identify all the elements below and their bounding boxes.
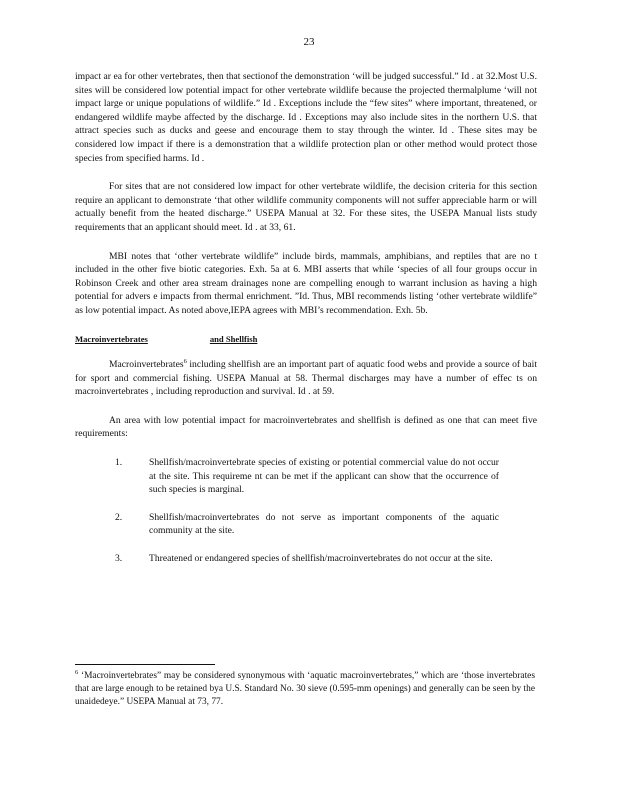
requirement-text: Shellfish/macroinvertebrates do not serve as important components of the aquatic community at the site. <box>149 511 499 537</box>
footnote-marker: 6 <box>75 668 79 676</box>
footnote <box>75 670 535 710</box>
page-number: 23 <box>303 36 315 48</box>
heading-right: and Shellfish <box>209 333 258 344</box>
paragraph-non-low-impact-sites: For sites that are not considered low impact for other vertebrate wildlife, the decision criteria for this section require an applicant to demonstrate ‘that other wildlife community components will not suffer appreciable harm or will actually benefit from the heated discharge.” USEPA Manual at 32. For these sites, the USEPA Manual lists study requirements that an applicant should meet. Id . at 33, 61. <box>75 181 537 233</box>
paragraph-macroinvertebrates-intro <box>75 358 537 399</box>
footnote-reference[interactable]: 6 <box>183 357 187 365</box>
requirement-number: 2. <box>115 511 123 523</box>
document-body <box>75 70 537 580</box>
requirement-item <box>75 456 537 497</box>
paragraph-low-impact-criteria: An area with low potential impact for macroinvertebrates and shellfish is defined as one that can meet five requirements: <box>75 414 537 440</box>
heading-left: Macroinvertebrates <box>75 333 148 344</box>
footnote-text: ‘Macroinvertebrates” may be considered synonymous with ‘aquatic macroinvertebrates,” which are ‘those invertebrates that are large enough to be retained bya U.S. Standard No. 30 sieve (0.595-mm openings) and generally can be seen by the unaidedeye.” USEPA Manual at 73, 77. <box>75 671 535 708</box>
macro-intro-text: including shellfish are an important part of aquatic food webs and provide a source of bait for sport and commercial fishing. USEPA Manual at 58. Thermal discharges may have a number of effec ts on macroinvertebrates , including reproduction and survival. Id . at 59. <box>75 359 537 398</box>
requirement-number: 3. <box>115 553 123 565</box>
requirement-item <box>75 511 537 538</box>
requirement-text: Threatened or endangered species of shellfish/macroinvertebrates do not occur at the site. <box>149 553 493 565</box>
paragraph-mbi-other-vertebrates: MBI notes that ‘other vertebrate wildlife” include birds, mammals, amphibians, and reptiles that are no t included in the other five biotic categories. Exh. 5a at 6. MBI asserts that while ‘species of all four groups occur in Robinson Creek and other area stream drainages none are compelling enough to warrant inclusion as having a high potential for advers e impacts from thermal enrichment. ”Id. Thus, MBI recommends listing ‘other vertebrate wildlife” as low potential impact. As noted above,IEPA agrees with MBI’s recommendation. Exh. 5b. <box>75 250 537 316</box>
macro-term: Macroinvertebrates <box>109 359 184 371</box>
requirement-item <box>75 552 537 566</box>
paragraph-impact-continuation: impact ar ea for other vertebrates, then that sectionof the demonstration ‘will be judged successful.” Id . at 32.Most U.S. sites will be considered low potential impact for other vertebrate wildlife because the projected thermalplume ‘will not impact large or unique populations of wildlife.” Id . Exceptions include the “few sites” where important, threatened, or endangered wildlife maybe affected by the discharge. Id . Exceptions may also include sites in the northern U.S. that attract species such as ducks and geese and encourage them to stay through the winter. Id . These sites may be considered low impact if there is a demonstration that a wildlife protection plan or other method would protect those species from specified harms. Id . <box>75 71 537 164</box>
requirement-number: 1. <box>115 457 123 469</box>
requirements-list <box>75 456 537 566</box>
requirement-text: Shellfish/macroinvertebrate species of existing or potential commercial value do not occur at the site. This requireme nt can be met if the applicant can show that the occurrence of such species is marginal. <box>149 457 499 496</box>
section-heading-macroinvertebrates <box>75 333 537 347</box>
footnote-divider <box>75 664 215 665</box>
